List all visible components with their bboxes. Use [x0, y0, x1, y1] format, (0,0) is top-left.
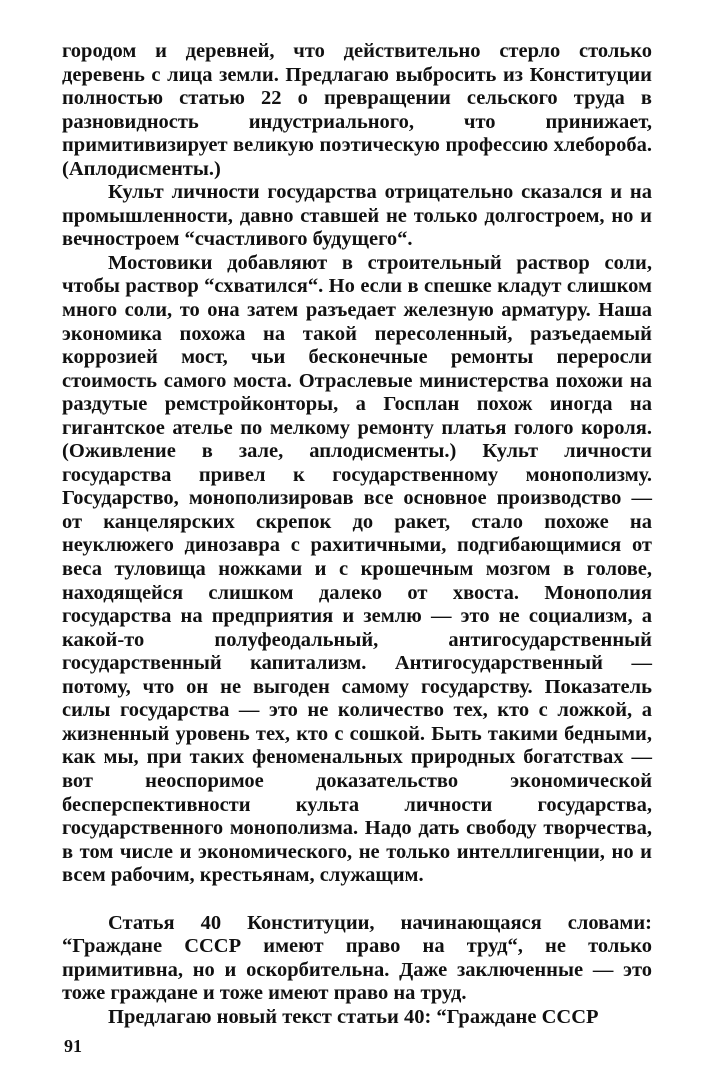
- paragraph-4: Статья 40 Конституции, начинающаяся словами: “Граждане СССР имеют право на труд“, не только примитивна, но и оскорбительна. Даже заключенные — это тоже граждане и тоже имеют право на труд.: [62, 911, 652, 1005]
- page-body: [62, 40, 652, 1029]
- paragraph-2: Культ личности государства отрицательно сказался и на промышленности, давно ставшей не только долгостроем, но и вечностроем “счастливого будущего“.: [62, 181, 652, 251]
- paragraph-1: городом и деревней, что действительно стерло столько деревень с лица земли. Предлагаю выбросить из Конституции полностью статью 22 о превращении сельского труда в разновидность индустриального, что принижает, примитивизирует великую поэтическую профессию хлебороба. (Аплодисменты.): [62, 40, 652, 180]
- paragraph-5: Предлагаю новый текст статьи 40: “Граждане СССР: [108, 1005, 599, 1028]
- paragraph-3: Мостовики добавляют в строительный раствор соли, чтобы раствор “схватился“. Но если в спешке кладут слишком много соли, то она затем разъедает железную арматуру. Наша экономика похожа на такой пересоленный, разъедаемый коррозией мост, чьи бесконечные ремонты переросли стоимость самого моста. Отраслевые министерства похожи на раздутые ремстройконторы, а Госплан похож иногда на гигантское ателье по мелкому ремонту платья голого короля. (Оживление в зале, аплодисменты.) Культ личности государства привел к государственному монополизму. Государство, монополизировав все основное производство — от канцелярских скрепок до ракет, стало похоже на неуклюжего динозавра с рахитичными, подгибающимися от веса туловища ножками и с крошечным мозгом в голове, находящейся слишком далеко от хвоста. Монополия государства на предприятия и землю — это не социализм, а какой-то полуфеодальный, антигосударственный государственный капитализм. Антигосударственный — потому, что он не выгоден самому государству. Показатель силы государства — это не количество тех, кто с ложкой, а жизненный уровень тех, кто с сошкой. Быть такими бедными, как мы, при таких феноменальных природных богатствах — вот неоспоримое доказательство экономической бесперспективности культа личности государства, государственного монополизма. Надо дать свободу творчества, в том числе и экономического, не только интеллигенции, но и всем рабочим, крестьянам, служащим.: [62, 251, 652, 887]
- page-number: 91: [64, 1036, 82, 1056]
- section-gap: [62, 888, 652, 912]
